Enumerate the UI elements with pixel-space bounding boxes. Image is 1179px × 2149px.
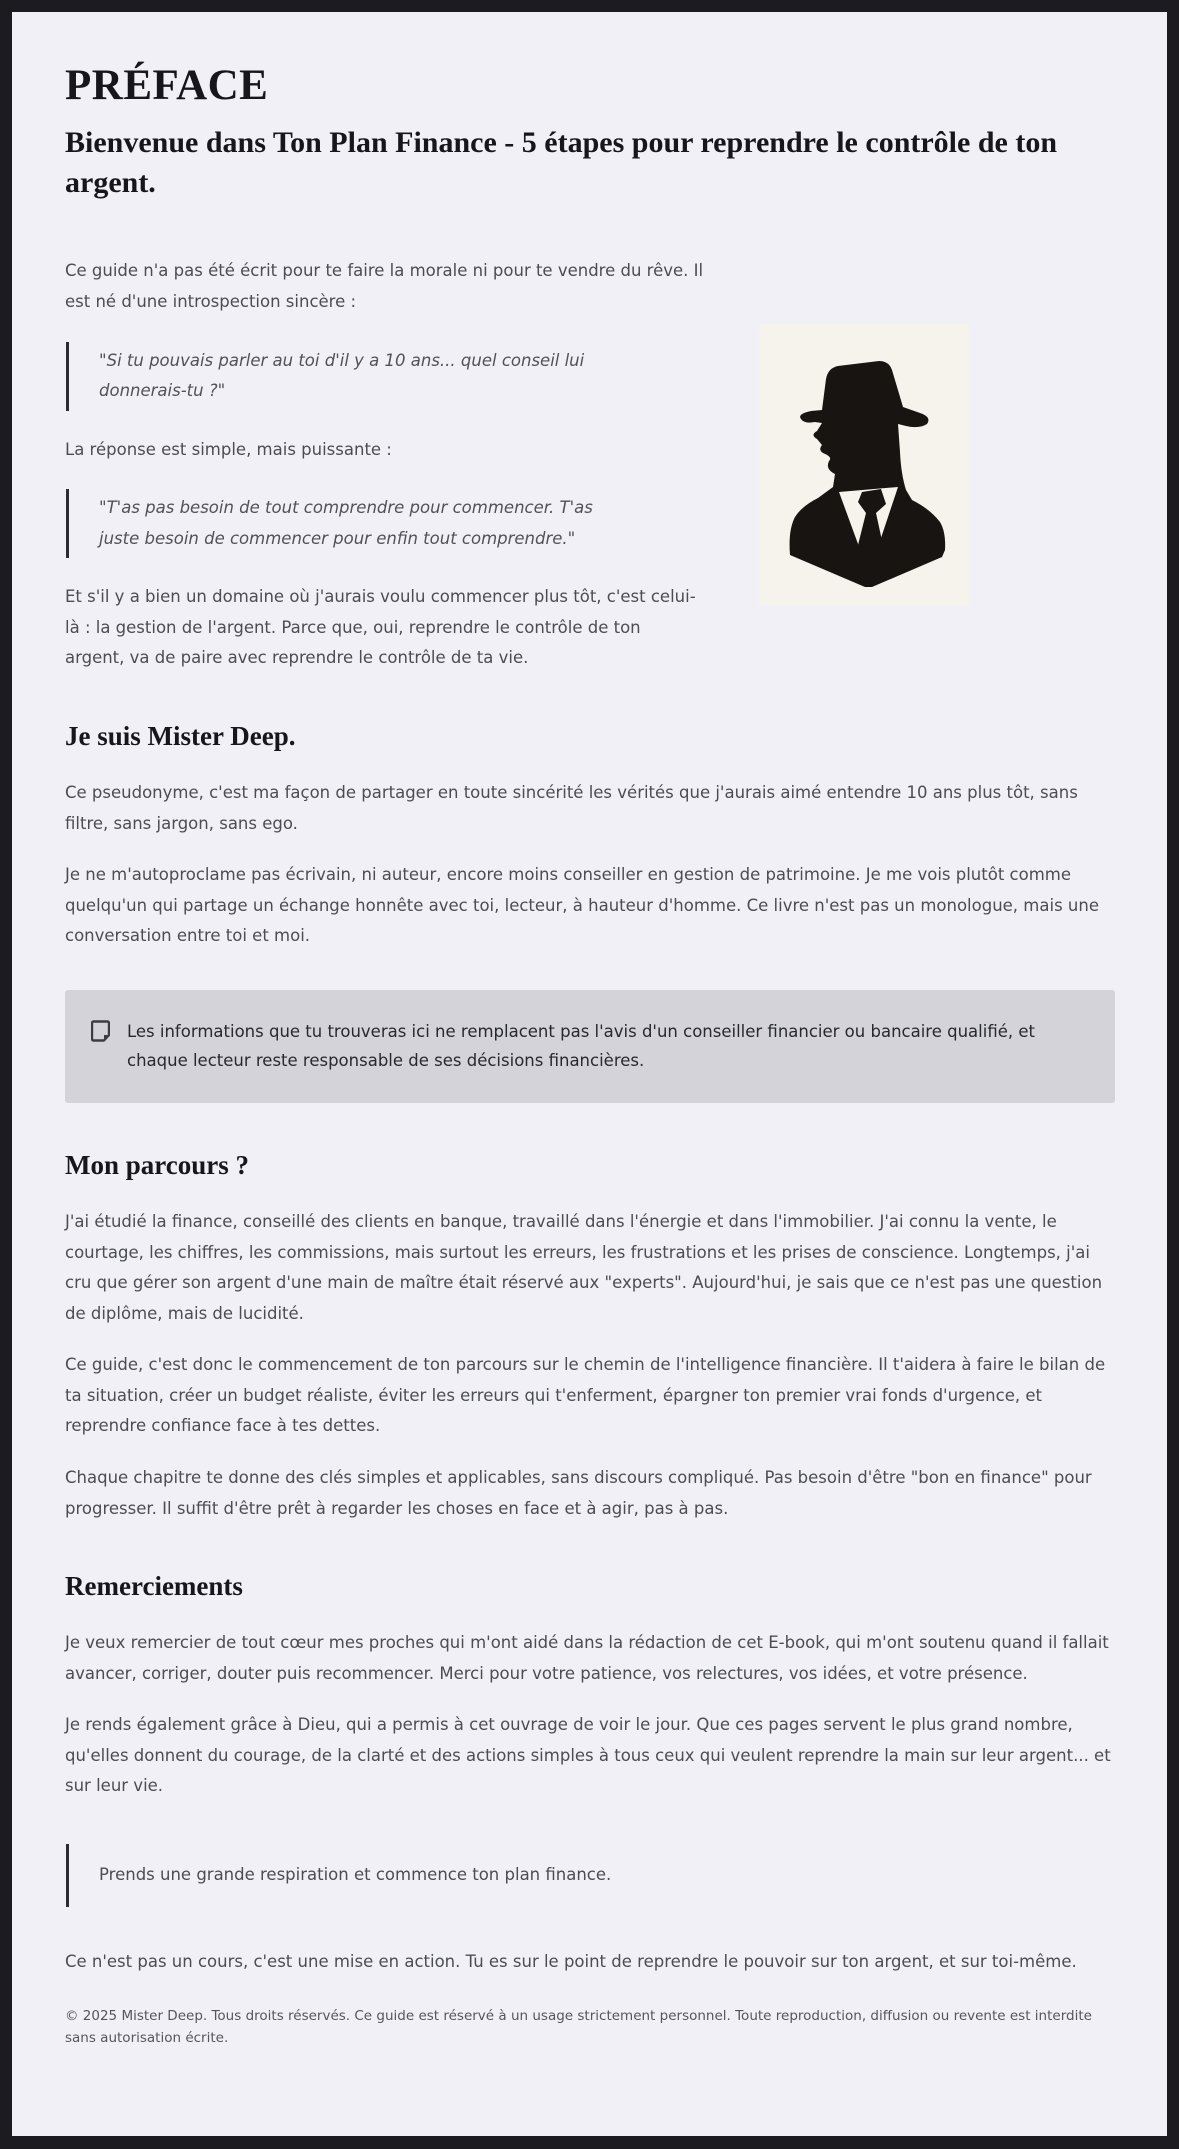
section-heading: Je suis Mister Deep.: [65, 720, 296, 751]
note-icon: [91, 1020, 110, 1046]
intro-text-column: [65, 256, 705, 673]
ebook-page: [12, 12, 1167, 2136]
section-paragraph: Je rends également grâce à Dieu, qui a permis à cet ouvrage de voir le jour. Que ces pages servent le plus grand nombre, qu'elles donnent du courage, de la clarté et des actions simples à tous ceux qui veulent reprendre la main sur leur argent... et sur leur vie.: [65, 1715, 1111, 1796]
section-paragraph: J'ai étudié la finance, conseillé des clients en banque, travaillé dans l'énergie et dans l'immobilier. J'ai connu la vente, le courtage, les chiffres, les commissions, mais surtout les erreurs, les frustrations et les prises de conscience. Longtemps, j'ai cru que gérer son argent d'une main de maître était réservé aux "experts". Aujourd'hui, je sais que ce n'est pas une question de diplôme, mais de lucidité.: [65, 1212, 1103, 1323]
intro-quote-2: "T'as pas besoin de tout comprendre pour commencer. T'as juste besoin de commencer pour enfin tout comprendre.": [66, 489, 626, 558]
disclaimer-text: Les informations que tu trouveras ici ne remplacent pas l'avis d'un conseiller financier ou bancaire qualifié, et chaque lecteur reste responsable de ses décisions financières.: [127, 1021, 1035, 1071]
page-header: [65, 62, 1115, 202]
silhouette-man-fedora-icon: [759, 324, 969, 606]
section-je-suis-mister-deep: [65, 720, 1115, 952]
section-heading: Remerciements: [65, 1571, 243, 1602]
intro-paragraph-3: Et s'il y a bien un domaine où j'aurais voulu commencer plus tôt, c'est celui-là : la gestion de l'argent. Parce que, oui, reprendre le contrôle de ton argent, va de paire avec reprendre le contrôle de ta vie.: [65, 587, 696, 668]
page-subtitle: Bienvenue dans Ton Plan Finance - 5 étapes pour reprendre le contrôle de ton argent.: [65, 126, 1058, 199]
closing-quote: Prends une grande respiration et commence ton plan finance.: [66, 1844, 966, 1907]
section-paragraph: Ce guide, c'est donc le commencement de ton parcours sur le chemin de l'intelligence financière. Il t'aidera à faire le bilan de ta situation, créer un budget réaliste, éviter les erreurs qui t'enferment, épargner ton premier vrai fonds d'urgence, et reprendre confiance face à tes dettes.: [65, 1355, 1106, 1436]
section-heading: Mon parcours ?: [65, 1149, 250, 1180]
disclaimer-callout: [65, 990, 1115, 1103]
mister-deep-silhouette-image: [759, 324, 969, 606]
section-paragraph: Ce pseudonyme, c'est ma façon de partager en toute sincérité les vérités que j'aurais aimé entendre 10 ans plus tôt, sans filtre, sans jargon, sans ego.: [65, 783, 1078, 833]
section-paragraph: Je veux remercier de tout cœur mes proches qui m'ont aidé dans la rédaction de cet E-book, qui m'ont soutenu quand il fallait avancer, corriger, douter puis recommencer. Merci pour votre patience, vos relectures, vos idées, et votre présence.: [65, 1633, 1109, 1683]
section-paragraph: Je ne m'autoproclame pas écrivain, ni auteur, encore moins conseiller en gestion de patrimoine. Je me vois plutôt comme quelqu'un qui partage un échange honnête avec toi, lecteur, à hauteur d'homme. Ce livre n'est pas un monologue, mais une conversation entre toi et moi.: [65, 865, 1099, 946]
intro-section: [65, 256, 1115, 673]
section-paragraph: Chaque chapitre te donne des clés simples et applicables, sans discours compliqué. Pas besoin d'être "bon en finance" pour progresser. Il suffit d'être prêt à regarder les choses en face et à agir, pas à pas.: [65, 1467, 1092, 1518]
page-title: PRÉFACE: [65, 62, 269, 109]
copyright-footer: © 2025 Mister Deep. Tous droits réservés. Ce guide est réservé à un usage strictement personnel. Toute reproduction, diffusion ou revente est interdite sans autorisation écrite.: [65, 2008, 1092, 2047]
section-remerciements: [65, 1570, 1115, 1802]
section-mon-parcours: [65, 1149, 1115, 1524]
closing-paragraph: Ce n'est pas un cours, c'est une mise en action. Tu es sur le point de reprendre le pouvoir sur ton argent, et sur toi-même.: [65, 1951, 1077, 1971]
intro-quote-1: "Si tu pouvais parler au toi d'il y a 10 ans... quel conseil lui donnerais-tu ?": [66, 342, 626, 411]
intro-paragraph-1: Ce guide n'a pas été écrit pour te faire la morale ni pour te vendre du rêve. Il est né d'une introspection sincère :: [65, 261, 704, 311]
intro-paragraph-2: La réponse est simple, mais puissante :: [65, 439, 392, 459]
